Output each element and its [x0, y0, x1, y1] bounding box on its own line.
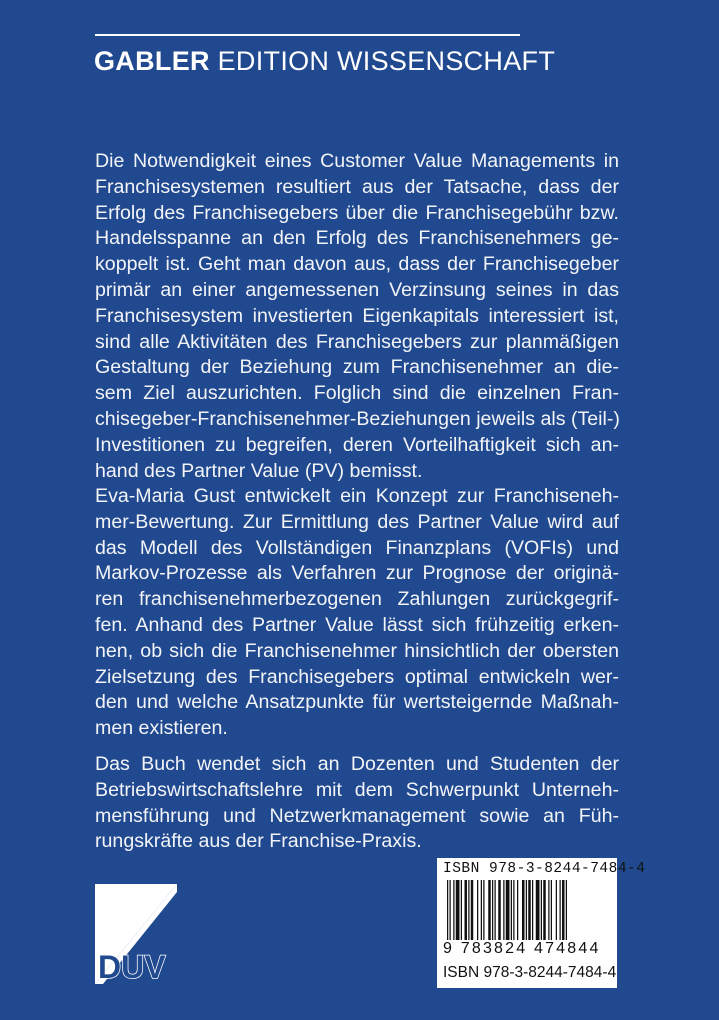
text-line: hand des Partner Value (PV) bemisst.	[95, 459, 423, 482]
barcode-bar	[506, 880, 510, 940]
barcode-digits: 9 783824 474844	[443, 940, 601, 957]
text-line: Zielsetzung des Franchisegebers optimal entwickeln wer-	[95, 665, 619, 688]
barcode-bar	[453, 880, 454, 940]
barcode-bar	[503, 880, 504, 940]
text-line: Investitionen zu begreifen, deren Vorteilhaftigkeit sich an-	[95, 433, 619, 456]
barcode-bar	[477, 880, 478, 940]
barcode-bar	[450, 880, 451, 940]
barcode-bar	[560, 880, 561, 940]
barcode-bar	[528, 880, 531, 940]
barcode-bar	[471, 880, 474, 940]
barcode-bar	[522, 880, 525, 940]
text-line: Betriebswirtschaftslehre mit dem Schwerpunkt Unterneh-	[95, 778, 619, 801]
text-line: Franchisesystem investierten Eigenkapitals interessiert ist,	[95, 304, 619, 327]
barcode-label	[437, 858, 646, 988]
logo-text: DUV	[98, 949, 166, 984]
text-line: Eva-Maria Gust entwickelt ein Konzept zur Franchiseneh-	[95, 485, 619, 507]
barcode-bars	[443, 880, 611, 940]
barcode-bar	[548, 880, 549, 940]
isbn-top: ISBN 978-3-8244-7484-4	[443, 861, 646, 877]
text-line: nen, ob sich die Franchisenehmer hinsichtlich der obersten	[95, 639, 619, 662]
barcode-bar	[551, 880, 552, 940]
barcode-bar	[562, 880, 565, 940]
barcode-bar	[566, 880, 567, 940]
barcode-bar	[526, 880, 527, 940]
series-brand	[94, 46, 555, 77]
text-line: Franchisesystemen resultiert aus der Tatsache, dass der	[95, 175, 619, 198]
barcode-bar	[461, 880, 462, 940]
header-rule	[95, 34, 520, 36]
barcode-bar	[465, 880, 468, 940]
barcode-bar	[532, 880, 533, 940]
text-line: Gestaltung der Beziehung zum Franchisenehmer an die-	[95, 356, 619, 379]
barcode-bar	[541, 880, 542, 940]
barcode-bar	[513, 880, 514, 940]
text-line: Die Notwendigkeit eines Customer Value Managements in	[95, 150, 619, 172]
text-line: Handelsspanne an den Erfolg des Franchisenehmers ge-	[95, 227, 619, 250]
text-line: mer-Bewertung. Zur Ermittlung des Partner Value wird auf	[95, 510, 619, 533]
text-line: Erfolg des Franchisegebers über die Franchisegebühr bzw.	[95, 201, 619, 224]
blurb-paragraph-2	[95, 484, 619, 742]
text-line: men existieren.	[95, 717, 228, 740]
text-line: fen. Anhand des Partner Value lässt sich frühzeitig erken-	[95, 613, 619, 636]
barcode-bar	[481, 880, 482, 940]
text-line: Das Buch wendet sich an Dozenten und Studenten der	[95, 753, 619, 775]
barcode-bar	[517, 880, 518, 940]
brand-rest: EDITION WISSENSCHAFT	[209, 46, 556, 76]
barcode-bar	[456, 880, 460, 940]
barcode-bar	[511, 880, 512, 940]
text-line: mensführung und Netzwerkmanagement sowie an Füh-	[95, 804, 619, 827]
barcode-bar	[536, 880, 540, 940]
text-line: koppelt ist. Geht man davon aus, dass der Franchisegeber	[95, 253, 619, 276]
barcode-bar	[543, 880, 546, 940]
blurb-paragraph-1	[95, 149, 619, 484]
barcode-bar	[488, 880, 491, 940]
brand-bold: GABLER	[94, 46, 210, 76]
text-line: chisegeber-Franchisenehmer-Beziehungen jeweils als (Teil-)	[95, 407, 620, 430]
text-line: ren franchisenehmerbezogenen Zahlungen zurückgegrif-	[95, 588, 619, 611]
text-line: das Modell des Vollständigen Finanzplans (VOFIs) und	[95, 536, 619, 559]
isbn-bottom: ISBN 978-3-8244-7484-4	[443, 964, 617, 981]
barcode-bar	[498, 880, 501, 940]
barcode-bar	[492, 880, 493, 940]
text-line: rungskräfte aus der Franchise-Praxis.	[95, 830, 422, 853]
text-line: sem Ziel auszurichten. Folglich sind die einzelnen Fran-	[95, 382, 619, 405]
duv-logo-icon	[95, 884, 177, 984]
barcode-bar	[495, 880, 496, 940]
text-line: sind alle Aktivitäten des Franchisegebers zur planmäßigen	[95, 330, 619, 353]
text-line: Markov-Prozesse als Verfahren zur Prognose der originä-	[95, 562, 619, 585]
barcode-bar	[447, 880, 448, 940]
barcode-bar	[483, 880, 484, 940]
text-line: primär an einer angemessenen Verzinsung seines in das	[95, 278, 619, 301]
barcode-bar	[468, 880, 469, 940]
barcode-bar	[556, 880, 557, 940]
blurb-paragraph-3	[95, 752, 619, 855]
text-line: den und welche Ansatzpunkte für wertsteigernde Maßnah-	[95, 691, 619, 714]
